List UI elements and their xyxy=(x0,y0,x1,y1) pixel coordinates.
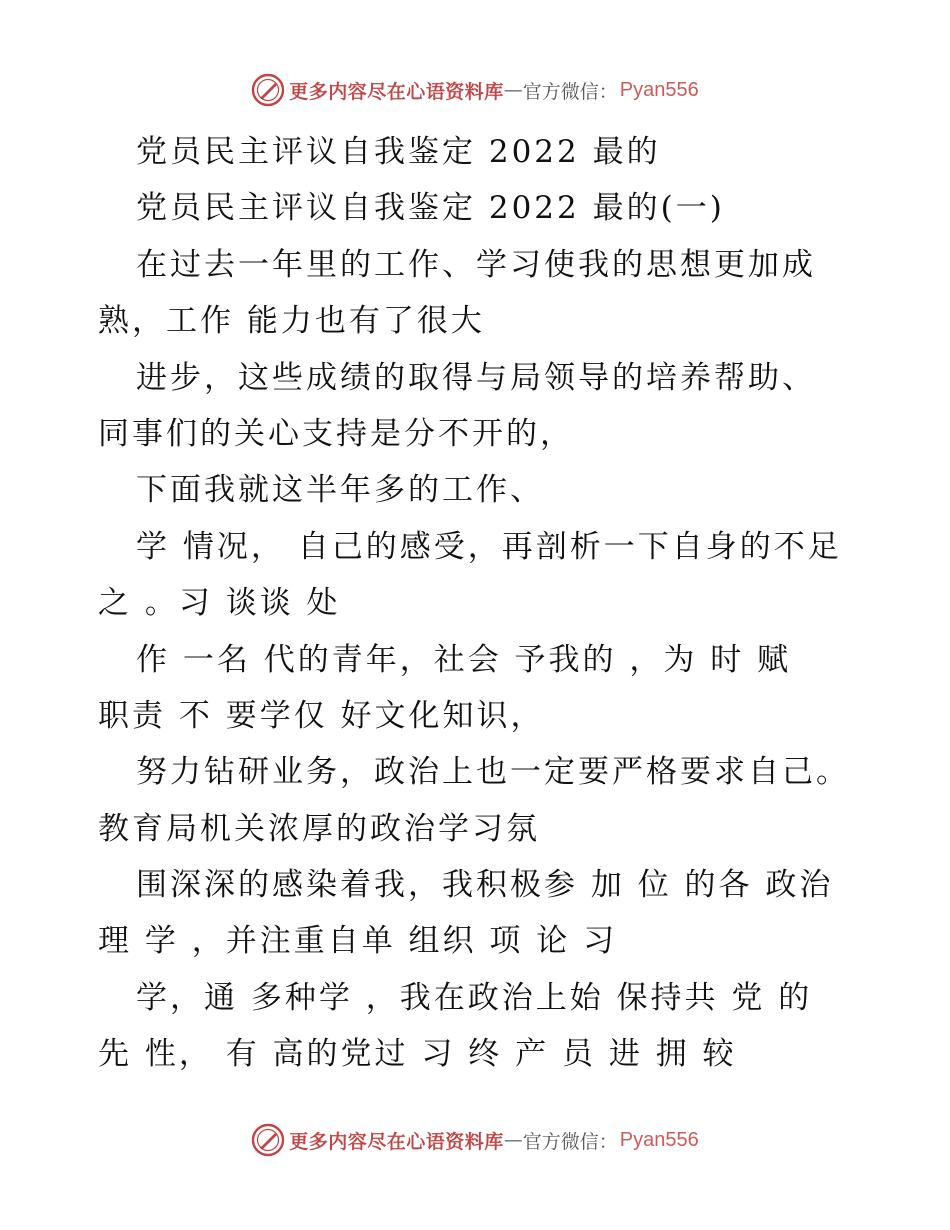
banner-text: 更多内容尽在心语资料库 xyxy=(289,1130,504,1153)
banner-dash: — xyxy=(503,1129,523,1151)
document-body xyxy=(98,124,858,1083)
text-line: 熟，工作 能力也有了很大 xyxy=(98,303,485,340)
text-line: 作 一名 代的青年，社会 予我的 ，为 时 赋 xyxy=(136,641,792,678)
doc-title: 党员民主评议自我鉴定 2022 最的 xyxy=(136,134,661,170)
header-banner xyxy=(0,70,950,110)
text-line: 学 情况， 自己的感受，再剖析一下自身的不足 xyxy=(136,528,842,565)
text-line: 职责 不 要学仅 好文化知识， xyxy=(98,697,545,734)
wechat-id: Pyan556 xyxy=(619,78,699,101)
text-line: 教育局机关浓厚的政治学习氛 xyxy=(98,810,540,847)
footer-banner xyxy=(0,1120,950,1160)
text-line: 努力钻研业务，政治上也一定要严格要求自己。 xyxy=(136,754,850,791)
text-line: 理 学 ，并注重自单 组织 项 论 习 xyxy=(98,923,618,960)
text-line: 学，通 多种学 ，我在政治上始 保持共 党 的 xyxy=(136,979,813,1016)
text-line: 围深深的感染着我，我积极参 加 位 的各 政治 xyxy=(136,867,834,904)
wechat-id: Pyan556 xyxy=(619,1128,699,1151)
wechat-label: 官方微信： xyxy=(522,80,618,103)
text-line: 同事们的关心支持是分不开的， xyxy=(98,415,574,452)
text-line: 进步，这些成绩的取得与局领导的培养帮助、 xyxy=(136,359,816,396)
banner-dash: — xyxy=(503,79,523,101)
doc-subtitle: 党员民主评议自我鉴定 2022 最的(一) xyxy=(136,190,725,227)
text-line: 下面我就这半年多的工作、 xyxy=(136,472,544,509)
wechat-label: 官方微信： xyxy=(522,1130,618,1153)
pen-nib-logo-icon xyxy=(251,73,285,107)
text-line: 之 。习 谈谈 处 xyxy=(98,585,341,622)
banner-text: 更多内容尽在心语资料库 xyxy=(289,80,504,103)
pen-nib-logo-icon xyxy=(251,1123,285,1157)
text-line: 在过去一年里的工作、学习使我的思想更加成 xyxy=(136,246,816,283)
text-line: 先 性， 有 高的党过 习 终 产 员 进 拥 较 xyxy=(98,1036,737,1073)
